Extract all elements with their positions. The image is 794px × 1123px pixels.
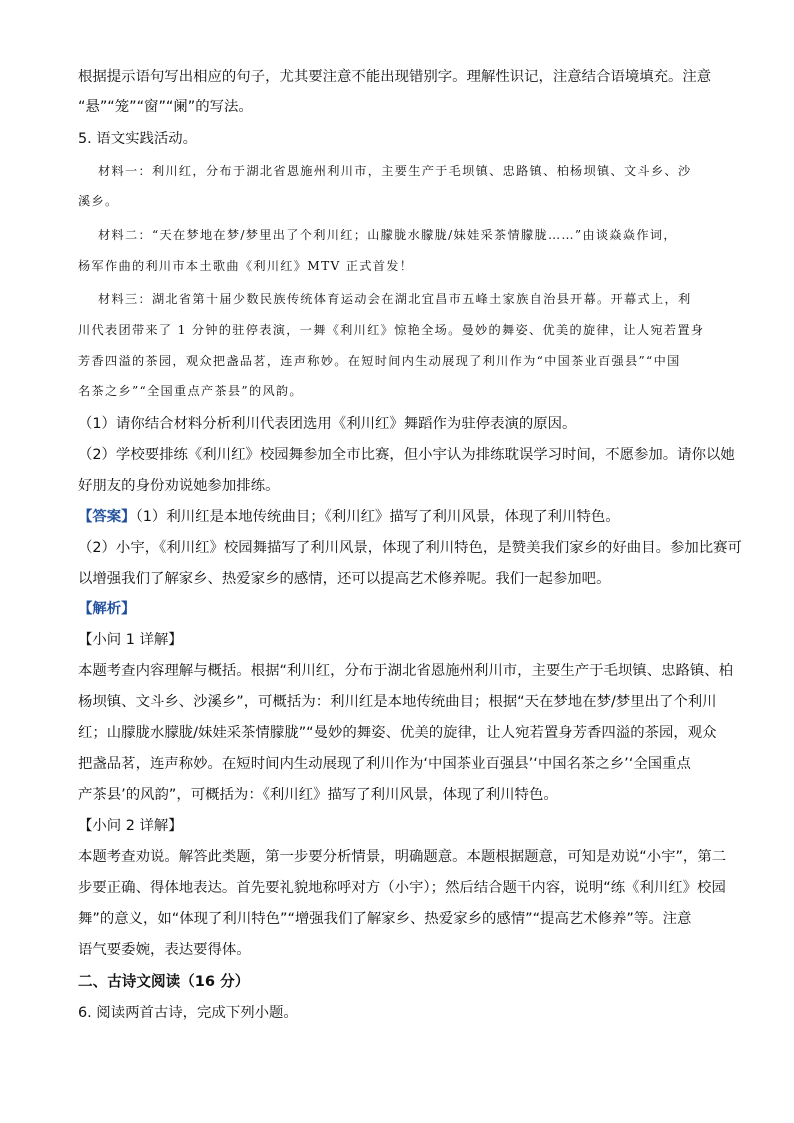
detail-2-line-3: 舞”的意义，如“体现了利川特色”“增强我们了解家乡、热爱家乡的感情”“提高艺术修养”等。注意: [78, 911, 692, 927]
question-6-title: 6. 阅读两首古诗，完成下列小题。: [78, 1005, 298, 1021]
sub-question-2-line-1: （2）学校要排练《利川红》校园舞参加全市比赛，但小宇认为排练耽误学习时间，不愿参加。请你以她: [78, 447, 735, 463]
analysis-tag: 【解析】: [78, 601, 136, 617]
material-2-line-1: 材料二：“天在梦地在梦/梦里出了个利川红；山朦胧水朦胧/妹娃采茶情朦胧……”由谈焱焱作词，: [98, 228, 677, 242]
sub-question-2-detail-heading: 【小问 2 详解】: [78, 818, 183, 834]
material-3-line-1: 材料三：湖北省第十届少数民族传统体育运动会在湖北宜昌市五峰土家族自治县开幕。开幕式上，利: [98, 292, 692, 306]
sub-question-1-detail-heading: 【小问 1 详解】: [78, 632, 183, 648]
material-3-line-2: 川代表团带来了 1 分钟的驻停表演，一舞《利川红》惊艳全场。曼妙的舞姿、优美的旋律，让人宛若置身: [78, 323, 705, 337]
intro-line-1: 根据提示语句写出相应的句子，尤其要注意不能出现错别字。理解性识记，注意结合语境填充。注意: [78, 69, 712, 85]
material-2-line-2: 杨军作曲的利川市本土歌曲《利川红》MTV 正式首发！: [78, 259, 414, 273]
detail-2-line-4: 语气要委婉，表达要得体。: [78, 942, 251, 958]
answer-2-line-2: 以增强我们了解家乡、热爱家乡的感情，还可以提高艺术修养呢。我们一起参加吧。: [78, 571, 611, 587]
detail-1-line-1: 本题考查内容理解与概括。根据“利川红，分布于湖北省恩施州利川市，主要生产于毛坝镇、忠路镇、柏: [78, 663, 734, 679]
detail-1-line-4: 把盏品茗，连声称妙。在短时间内生动展现了利川作为‘中国茶业百强县’‘中国名茶之乡’‘全国重点: [78, 756, 691, 772]
detail-2-line-1: 本题考查劝说。解答此类题，第一步要分析情景，明确题意。本题根据题意，可知是劝说“小宇”，第二: [78, 849, 727, 865]
material-1-line-1: 材料一：利川红，分布于湖北省恩施州利川市，主要生产于毛坝镇、忠路镇、柏杨坝镇、文斗乡、沙: [98, 164, 692, 178]
material-1-line-2: 溪乡。: [78, 194, 119, 208]
question-5-title: 5. 语文实践活动。: [78, 131, 198, 147]
material-3-line-4: 名茶之乡”“全国重点产茶县”的风韵。: [78, 384, 303, 398]
detail-1-line-2: 杨坝镇、文斗乡、沙溪乡”，可概括为：利川红是本地传统曲目；根据“天在梦地在梦/梦里出了个利川: [78, 694, 717, 710]
detail-1-line-5: 产茶县’的风韵”，可概括为：《利川红》描写了利川风景，体现了利川特色。: [78, 787, 558, 803]
material-3-line-3: 芳香四溢的茶园，观众把盏品茗，连声称妙。在短时间内生动展现了利川作为“中国茶业百强县”“中国: [78, 354, 681, 368]
intro-line-2: “悬”“笼”“窗”“阑”的写法。: [78, 99, 253, 115]
sub-question-2-line-2: 好朋友的身份劝说她参加排练。: [78, 478, 280, 494]
sub-question-1: （1）请你结合材料分析利川代表团选用《利川红》舞蹈作为驻停表演的原因。: [78, 416, 577, 432]
answer-line-1: [78, 507, 728, 527]
answer-1-text: （1）利川红是本地传统曲目；《利川红》描写了利川风景，体现了利川特色。: [135, 509, 620, 525]
detail-2-line-2: 步要正确、得体地表达。首先要礼貌地称呼对方（小宇）；然后结合题干内容，说明“练《利川红》校园: [78, 880, 726, 896]
detail-1-line-3: 红；山朦胧水朦胧/妹娃采茶情朦胧”“曼妙的舞姿、优美的旋律，让人宛若置身芳香四溢的茶园，观众: [78, 725, 717, 741]
answer-tag: 【答案】: [78, 509, 136, 525]
answer-2-line-1: （2）小宇，《利川红》校园舞描写了利川风景，体现了利川特色，是赞美我们家乡的好曲目。参加比赛可: [78, 540, 742, 556]
section-2-title: 二、古诗文阅读（16 分）: [78, 973, 250, 990]
